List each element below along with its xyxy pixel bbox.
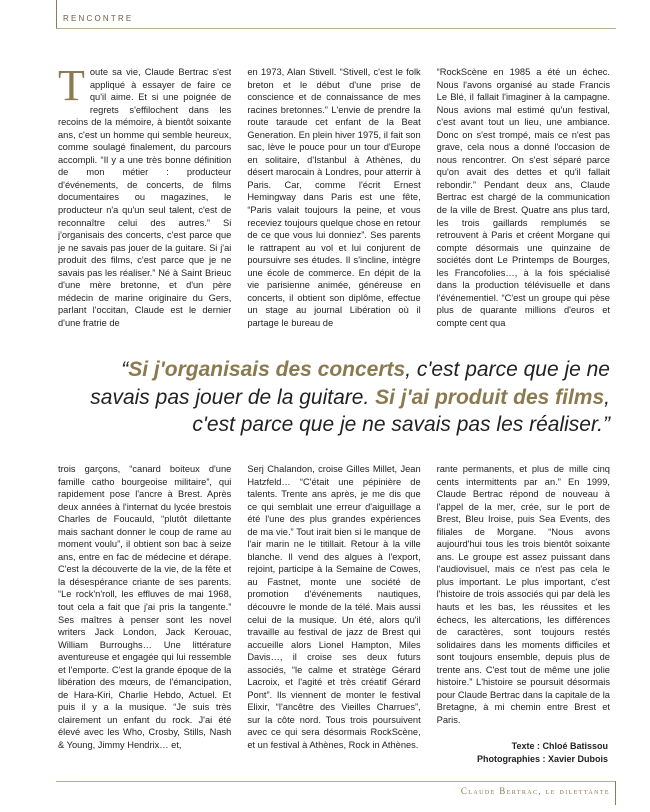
article-column-6: rante permanents, et plus de mille cinq cents intermittents par an.” En 1999, Claude Bertrac répond de nouveau à l'appel de la mer, crée, sur le port de Brest, Bleu Iroise, puis Sea Events, des filiales de Morgane. “Nous avons aujourd'hui tous les trois bientôt soixante ans. Le groupe est assez puissant dans l'audiovisuel, mais ce n'est pas cela le plus important. Le plus important, c'est l'histoire de trois associés qui par delà les hauts et les bas, les réussites et les échecs, les altercations, les différences de caractères, sont toujours restés solidaires dans les moments difficiles et sont toujours ensemble, depuis plus de trente ans. C'est tout de même une jolie histoire.” L'histoire se poursuit désormais pour Claude Bertrac dans la capitale de la Bretagne, à mi chemin entre Brest et Paris. xyxy=(436,464,610,725)
footer-rule xyxy=(56,781,616,782)
footer-vertical-rule xyxy=(615,781,616,805)
quote-highlight-1: Si j'organisais des concerts xyxy=(128,358,406,381)
article-bottom-columns xyxy=(58,463,610,763)
article-column-1 xyxy=(58,66,231,342)
text-credit: Texte : Chloé Batissou xyxy=(511,741,608,751)
quote-highlight-2: Si j'ai produit des films xyxy=(375,385,605,409)
section-label: RENCONTRE xyxy=(63,14,134,23)
quote-mark: “ xyxy=(121,358,129,381)
photo-credit: Photographies : Xavier Dubois xyxy=(476,754,608,764)
credits xyxy=(477,740,608,766)
running-footer: Claude Bertrac, le dilettante xyxy=(460,786,610,796)
header-vertical-rule xyxy=(56,0,57,28)
quote-text-2: , c'est parce que je ne savais pas les réaliser.” xyxy=(192,385,610,436)
quote-text-1: , c'est parce que je ne savais pas jouer de la guitare. xyxy=(90,358,610,409)
article-text: oute sa vie, Claude Bertrac s'est appliqué à essayer de faire ce qu'il aime. Et si une poignée de regrets s'effilochent dans les recoins de la mémoire, à bientôt soixante ans, c'est un homme qui semble heureux, comme soulagé finalement, du parcours accompli. “Il y a une très bonne définition de mon métier : producteur d'événements, de concerts, de films documentaires ou magazines, le producteur n'a qu'un seul talent, c'est de reconnaître celui des autres.” Si j'organisais des concerts, c'est parce que je ne savais pas jouer de la guitare. Si j'ai produit des films, c'est parce que je ne savais pas les réaliser.” Né à Saint Brieuc d'une mère bretonne, et d'un père médecin de marine originaire du Gers, parlant l'occitan, Claude est le dernier d'une fratrie de xyxy=(58,67,232,328)
article-top-columns xyxy=(58,66,610,342)
header-rule xyxy=(56,28,616,29)
article-column-5: Serj Chalandon, croise Gilles Millet, Jean Hatzfeld… “C'était une pépinière de talents. Trente ans après, je me dis que ce qui semblait une erreur d'aiguillage a été l'une des plus grandes expériences de ma vie.” Tout irait bien si le manque de l'air marin ne le titillait. Retour à la ville blanche. Il vend des algues à l'export, rejoint, participe à la Semaine de Cowes, au Fastnet, monte une société de promotion d'événements nautiques, découvre le monde de la télé. Mais aussi celui de la musique. Un été, alors qu'il travaille au festival de jazz de Brest qui accueille alors Lionel Hampton, Miles Davis…, il croise ses deux futurs associés, “le calme et stratège Gérard Lacroix, et l'agité et très créatif Gérard Pont”. Ils viennent de monter le festival Elixir, “l'ancêtre des Vieilles Charrues”, sur la côte nord. Tous trois poursuivent avec ce qui sera désormais RockScène, et un festival à Athènes, Rock in Athènes. xyxy=(247,464,421,751)
article-column-4: trois garçons, “canard boiteux d'une famille catho bourgeoise militaire”, qui rapidement pose l'ancre à Brest. Après deux années à l'internat du lycée brestois Charles de Foucauld, “plutôt dilettante mais sachant donner le coup de rame au moment voulu”, il obtient son bac à seize ans, entre en fac de médecine et dérape. C'est la découverte de la vie, de la fête et la désespérance criante de ses parents. “Le rock'n'roll, les effluves de mai 1968, tout cela a fait que j'ai pris la tangente.” Ses maîtres à penser sont les novel writers Jack London, Jack Kerouac, William Burroughs… Une littérature aventureuse et engagée qui lui ressemble et l'emporte. C'est la grande époque de la libération des mœurs, de l'émancipation, de Hara-Kiri, Charlie Hebdo, Actuel. Et puis il y a la musique. “Je suis très clairement un enfant du rock. J'ai été élevé avec les Who, Crosby, Stills, Nash & Young, Jimmy Hendrix… et, xyxy=(58,464,232,751)
article-column-3: “RockScène en 1985 a été un échec. Nous l'avons organisé au stade Francis Le Blé, il fallait l'imaginer à la campagne. Nous avions mal estimé qu'un festival, c'est avant tout un lieu, une ambiance. Donc on s'est trompé, mais ce n'est pas grave, cela nous a donné l'occasion de nous rencontrer. On s'est séparé parce qu'on avait des dettes et qu'il fallait rebondir.” Pendant deux ans, Claude Bertrac est chargé de la communication de la ville de Brest. Quatre ans plus tard, les trois gaillards remplumés se retrouvent à Paris et créent Morgane qui compte désormais une quinzaine de sociétés dont Le Printemps de Bourges, les Francofolies…, à la fois spécialisé dans la production télévisuelle et dans l'événementiel. “C'est un groupe qui pèse plus de quarante millions d'euros et compte cent qua xyxy=(436,67,610,328)
article-column-2: en 1973, Alan Stivell. “Stivell, c'est le folk breton et le début d'une prise de conscience et de connaissance de mes racines bretonnes.” L'envie de prendre la route taraude cet enfant de la Beat Generation. En plein hiver 1975, il fait son sac, lève le pouce pour un tour d'Europe en solitaire, d'Istanbul à Athènes, du désert marocain à Londres, pour atterrir à Paris. Car, comme l'écrit Ernest Hemingway dans Paris est une fête, “Paris valait toujours la peine, et vous receviez toujours quelque chose en retour de ce que vous lui donniez”. Ses parents le rattrapent au vol et lui conjurent de poursuivre ses études. Il s'incline, intègre une école de commerce. En dépit de la vie parisienne animée, généreuse en concerts, il obtient son diplôme, effectue un stage au journal Libération où il partage le bureau de xyxy=(247,67,421,328)
drop-cap: T xyxy=(58,66,85,110)
pull-quote xyxy=(58,356,610,439)
